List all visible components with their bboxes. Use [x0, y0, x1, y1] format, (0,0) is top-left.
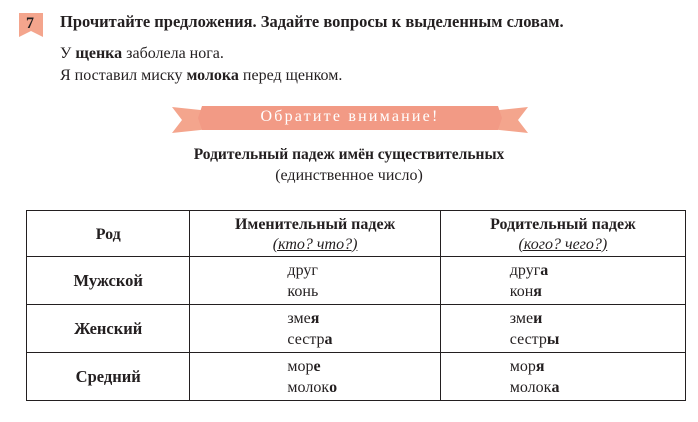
word-form: коня: [509, 282, 542, 300]
word-form: море: [287, 357, 321, 375]
nominative-questions: (кто? что?): [272, 235, 358, 253]
table-header-row: [27, 211, 686, 257]
nominative-forms: [190, 305, 440, 353]
genitive-questions: (кого? чего?): [518, 235, 608, 253]
sentence-2: Я поставил миску молока перед щенком.: [60, 67, 343, 84]
exercise-number-badge: [17, 11, 45, 39]
section-title: Родительный падеж имён существительных: [193, 146, 505, 163]
word-form: конь: [287, 282, 319, 300]
header-nominative: Именительный падеж (кто? что?): [190, 211, 440, 257]
word-form: молоко: [287, 378, 338, 396]
section-subtitle: (единственное число): [275, 167, 423, 184]
banner-text: Обратите внимание!: [260, 108, 440, 125]
table-row: [27, 305, 686, 353]
nominative-forms: [190, 257, 440, 305]
header-gender: Род: [27, 211, 190, 257]
highlighted-word: молока: [186, 67, 239, 84]
genitive-forms: [440, 257, 685, 305]
word-form: молока: [509, 378, 560, 396]
word-form: сестры: [509, 330, 560, 348]
gender-cell: Женский: [27, 305, 190, 353]
header-genitive: Родительный падеж (кого? чего?): [440, 211, 685, 257]
word-form: моря: [509, 357, 545, 375]
sentence-1: У щенка заболела нога.: [60, 45, 224, 62]
genitive-case-table: [26, 210, 686, 401]
word-form: друга: [509, 261, 549, 279]
highlighted-word: щенка: [75, 45, 123, 62]
word-form: змеи: [509, 309, 543, 327]
genitive-forms: [440, 305, 685, 353]
word-form: сестра: [287, 330, 333, 348]
attention-banner: [170, 103, 530, 133]
gender-cell: Мужской: [27, 257, 190, 305]
exercise-number: 7: [26, 15, 34, 32]
nominative-forms: [190, 353, 440, 401]
gender-cell: Средний: [27, 353, 190, 401]
exercise-task: Прочитайте предложения. Задайте вопросы к выделенным словам.: [60, 12, 564, 31]
word-form: змея: [287, 309, 320, 327]
genitive-forms: [440, 353, 685, 401]
table-row: [27, 353, 686, 401]
table-row: [27, 257, 686, 305]
word-form: друг: [287, 261, 318, 279]
